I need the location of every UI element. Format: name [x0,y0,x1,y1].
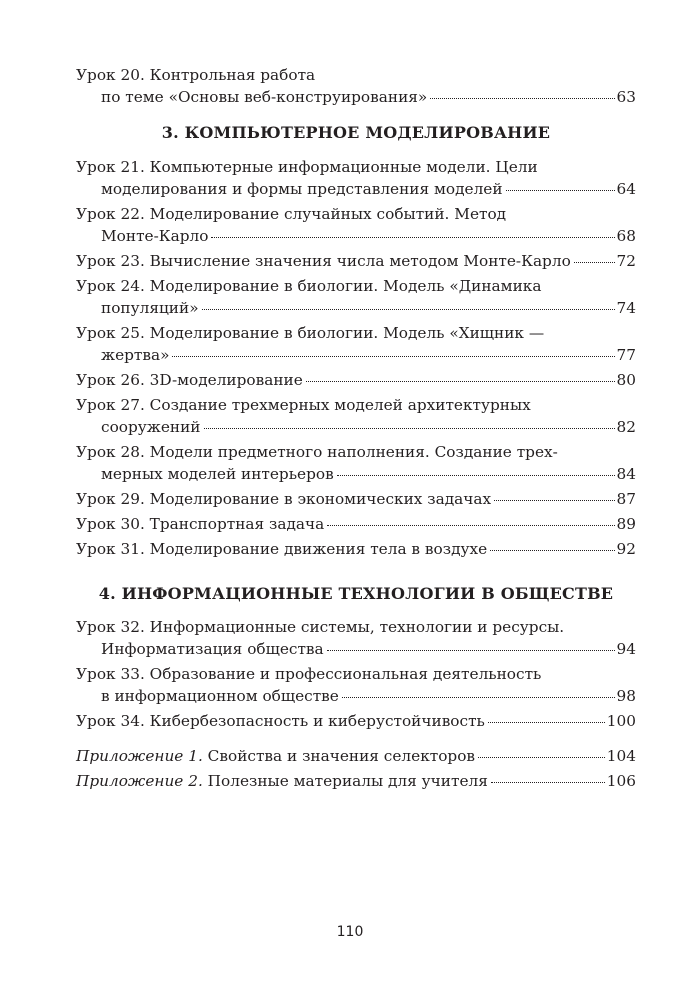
toc-entry-line [76,638,636,660]
toc-entry-line [76,203,636,225]
section-4-entries [76,616,636,732]
toc-entry [76,441,636,485]
toc-entry-line [76,770,636,792]
toc-page-number: 98 [616,687,636,705]
dot-leader [491,782,605,783]
toc-entry-text: Урок 34. Кибербезопасность и киберустойчивость [76,712,485,730]
appendix-title: Приложение 2. [76,772,203,790]
toc-entry-text: моделирования и формы представления моделей [101,180,503,198]
dot-leader [478,757,605,758]
toc-entry-line [76,710,636,732]
toc-entry [76,275,636,319]
appendix-text: Свойства и значения селекторов [202,747,476,765]
toc-entry-line [76,463,636,485]
toc-entry [76,663,636,707]
appendix-entry [76,745,636,767]
toc-page-number: 74 [616,299,636,317]
table-of-contents [76,64,636,795]
dot-leader [327,525,614,526]
toc-entry-line [76,488,636,510]
dot-leader [490,550,614,551]
toc-entry-line [76,344,636,366]
toc-entry-line [76,616,636,638]
dot-leader [574,262,615,263]
toc-page-number: 89 [616,515,636,533]
dot-leader [506,190,615,191]
toc-entry-line [76,416,636,438]
dot-leader [306,381,615,382]
toc-entry-text: в информационном обществе [101,687,339,705]
toc-entry-text: Урок 29. Моделирование в экономических задачах [76,490,492,508]
toc-entry-line [76,225,636,247]
dot-leader [211,237,614,238]
toc-entry-text: популяций» [101,299,199,317]
toc-page-number: 82 [616,418,636,436]
toc-page-number: 64 [616,180,636,198]
appendix-text: Полезные материалы для учителя [202,772,488,790]
toc-entry-text: Урок 24. Моделирование в биологии. Модель «Динамика [76,277,542,295]
dot-leader [488,722,605,723]
dot-leader [342,697,615,698]
dot-leader [494,500,614,501]
toc-entry-text: Монте-Карло [101,227,209,245]
toc-entry-line [76,297,636,319]
toc-page-number: 106 [606,772,636,790]
dot-leader [327,650,615,651]
toc-entry-text: Урок 22. Моделирование случайных событий. Метод [76,205,507,223]
toc-entry [76,488,636,510]
toc-page-number: 80 [616,371,636,389]
toc-entry-line [76,86,636,108]
toc-page-number: 84 [616,465,636,483]
toc-entry [76,538,636,560]
toc-entry-text: Урок 23. Вычисление значения числа методом Монте-Карло [76,252,571,270]
dot-leader [202,309,615,310]
toc-entry-line [76,275,636,297]
toc-page-number: 63 [616,88,636,106]
toc-entry-text: мерных моделей интерьеров [101,465,334,483]
toc-entry-line [76,663,636,685]
page-number: 110 [336,924,364,940]
toc-entry [76,616,636,660]
toc-page-number: 77 [616,346,636,364]
toc-entry-text: Урок 31. Моделирование движения тела в воздухе [76,540,488,558]
toc-entry-line [76,156,636,178]
toc-entry [76,513,636,535]
toc-entry-text: жертва» [101,346,170,364]
dot-leader [172,356,614,357]
toc-entry-line [76,64,636,86]
toc-entry-text: Урок 33. Образование и профессиональная деятельность [76,665,542,683]
appendix-entry [76,770,636,792]
toc-page-number: 72 [616,252,636,270]
toc-entry-text: по теме «Основы веб-конструирования» [101,88,428,106]
appendices-list [76,745,636,792]
toc-entry-text: Урок 27. Создание трехмерных моделей архитектурных [76,396,531,414]
toc-entry-line [76,250,636,272]
toc-entry-line [76,685,636,707]
section-3-heading: 3. КОМПЬЮТЕРНОЕ МОДЕЛИРОВАНИЕ [161,123,551,142]
toc-entry-line [76,322,636,344]
toc-entry-text: Информатизация общества [101,640,324,658]
toc-entry-line [76,178,636,200]
toc-entry [76,322,636,366]
toc-entry-line [76,513,636,535]
toc-entry-text: Урок 21. Компьютерные информационные модели. Цели [76,158,538,176]
toc-entry-text: Урок 20. Контрольная работа [76,66,316,84]
toc-entry-line [76,538,636,560]
toc-entry-text: Урок 32. Информационные системы, технологии и ресурсы. [76,618,565,636]
section-4-heading: 4. ИНФОРМАЦИОННЫЕ ТЕХНОЛОГИИ В ОБЩЕСТВЕ [98,584,614,603]
toc-entry-text: Урок 30. Транспортная задача [76,515,325,533]
toc-entry-line [76,394,636,416]
toc-entry [76,710,636,732]
toc-entry [76,156,636,200]
toc-entry-text: Урок 28. Модели предметного наполнения. Создание трех- [76,443,558,461]
toc-page-number: 94 [616,640,636,658]
dot-leader [204,428,615,429]
section-3-entries [76,156,636,560]
toc-entry-line [76,441,636,463]
toc-entry [76,203,636,247]
toc-entry-line [76,369,636,391]
toc-entry [76,369,636,391]
toc-page-number: 100 [606,712,636,730]
dot-leader [430,98,614,99]
toc-entry-line [76,745,636,767]
toc-page-number: 68 [616,227,636,245]
toc-page-number: 92 [616,540,636,558]
dot-leader [337,475,615,476]
toc-entry-text: Урок 25. Моделирование в биологии. Модель «Хищник — [76,324,545,342]
toc-entry [76,64,636,108]
toc-page-number: 87 [616,490,636,508]
toc-page-number: 104 [606,747,636,765]
toc-entry [76,394,636,438]
toc-entry-text: Урок 26. 3D-моделирование [76,371,303,389]
appendix-title: Приложение 1. [76,747,203,765]
pre-section-entries [76,64,636,108]
toc-entry [76,250,636,272]
toc-entry-text: сооружений [101,418,201,436]
